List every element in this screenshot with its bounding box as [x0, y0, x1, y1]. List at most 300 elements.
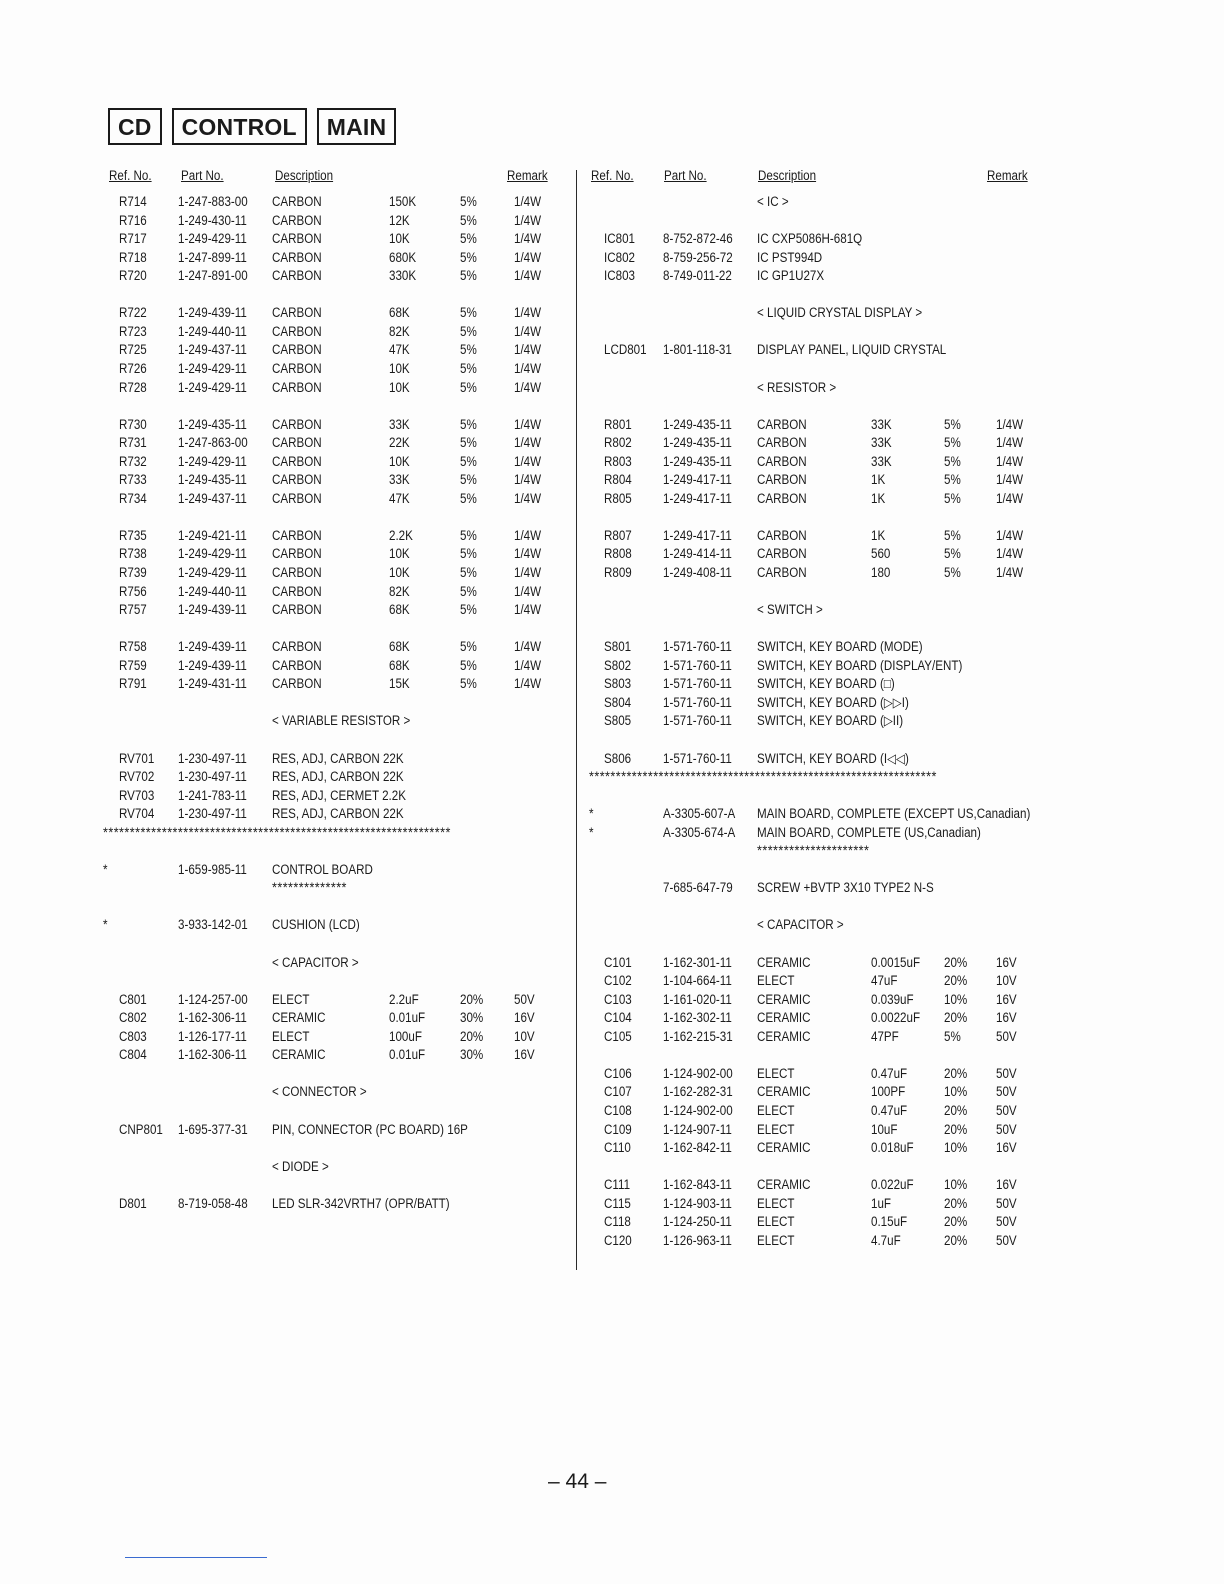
description: CARBON — [272, 453, 322, 469]
ref-no: R738 — [119, 546, 147, 562]
description: CERAMIC — [272, 1047, 326, 1063]
header-tag-main: MAIN — [317, 108, 397, 145]
rating: 16V — [514, 1010, 535, 1026]
asterisk-mark: * — [589, 824, 594, 840]
value: 10K — [389, 453, 410, 469]
rating: 1/4W — [514, 268, 542, 284]
ref-no: R809 — [604, 565, 632, 580]
description: CARBON — [272, 472, 322, 488]
ref-no: C804 — [119, 1047, 147, 1063]
part-no: 3-933-142-01 — [178, 917, 248, 933]
tolerance: 20% — [944, 1121, 968, 1137]
part-no: 1-249-440-11 — [178, 323, 247, 339]
part-no: 1-571-760-11 — [663, 750, 732, 766]
description: ELECT — [757, 1121, 795, 1137]
value: 1uF — [871, 1195, 892, 1211]
description: RES, ADJ, CARBON 22K — [272, 769, 404, 785]
ref-no: IC803 — [604, 268, 635, 284]
rating: 1/4W — [514, 435, 542, 451]
rating: 1/4W — [514, 527, 542, 543]
rating: 1/4W — [514, 231, 542, 247]
rating: 10V — [514, 1028, 535, 1044]
description: CARBON — [272, 323, 322, 339]
description: RES, ADJ, CERMET 2.2K — [272, 787, 406, 803]
description: IC GP1U27X — [757, 268, 825, 284]
rating: 1/4W — [514, 583, 542, 599]
page-number: – 44 – — [548, 1470, 607, 1493]
part-no: 1-249-435-11 — [178, 416, 247, 432]
tolerance: 10% — [944, 1140, 968, 1156]
ref-no: C802 — [119, 1010, 147, 1026]
description: MAIN BOARD, COMPLETE (EXCEPT US,Canadian) — [757, 806, 1031, 822]
part-no: 1-162-282-31 — [663, 1084, 733, 1100]
part-no: 1-249-414-11 — [663, 546, 732, 562]
value: 82K — [389, 583, 410, 599]
description: CARBON — [757, 472, 807, 488]
description: MAIN BOARD, COMPLETE (US,Canadian) — [757, 824, 981, 840]
part-no: 8-752-872-46 — [663, 231, 733, 247]
value: 47PF — [871, 1028, 899, 1044]
asterisk-mark: * — [589, 806, 594, 822]
tolerance: 20% — [944, 1232, 968, 1248]
part-no: 1-126-963-11 — [663, 1232, 732, 1248]
part-no: 1-571-760-11 — [663, 713, 732, 729]
part-no: 1-247-899-11 — [178, 249, 247, 265]
ref-no: R756 — [119, 583, 147, 599]
tolerance: 5% — [944, 472, 961, 488]
ref-no: R725 — [119, 342, 147, 358]
description: CARBON — [757, 527, 807, 543]
separator-stars: ***************************************************************** — [589, 769, 937, 785]
column-divider — [576, 170, 577, 1270]
footer-rule — [125, 1557, 267, 1558]
value: 0.018uF — [871, 1140, 914, 1156]
ref-no: S803 — [604, 676, 632, 692]
right-header-description: Description — [758, 168, 817, 183]
rating: 1/4W — [514, 472, 542, 488]
part-no: 1-695-377-31 — [178, 1121, 248, 1137]
tolerance: 5% — [460, 212, 477, 228]
value: 1K — [871, 490, 886, 506]
value: 150K — [389, 194, 417, 209]
description: CARBON — [272, 435, 322, 451]
value: 68K — [389, 657, 410, 673]
tolerance: 10% — [944, 1084, 968, 1100]
asterisk-mark: * — [103, 917, 108, 933]
tolerance: 20% — [460, 991, 484, 1007]
ref-no: R758 — [119, 639, 147, 655]
separator-stars: ***************************************************************** — [103, 824, 451, 840]
part-no: 1-124-907-11 — [663, 1121, 732, 1137]
rating: 50V — [996, 1195, 1017, 1211]
ref-no: C108 — [604, 1102, 632, 1118]
rating: 1/4W — [996, 546, 1024, 562]
part-no: 1-249-417-11 — [663, 527, 732, 543]
value: 15K — [389, 676, 410, 692]
part-no: 1-247-891-00 — [178, 268, 248, 284]
value: 0.01uF — [389, 1047, 426, 1063]
left-header-description: Description — [275, 168, 334, 183]
value: 4.7uF — [871, 1232, 901, 1248]
rating: 1/4W — [514, 379, 542, 395]
tolerance: 10% — [944, 991, 968, 1007]
part-no: 1-249-435-11 — [178, 472, 247, 488]
right-header-remark: Remark — [987, 168, 1028, 183]
description: CARBON — [272, 602, 322, 618]
ref-no: R807 — [604, 527, 632, 543]
value: 33K — [389, 416, 410, 432]
rating: 1/4W — [514, 323, 542, 339]
rating: 1/4W — [514, 602, 542, 618]
value: 33K — [871, 416, 892, 432]
rating: 50V — [996, 1028, 1017, 1044]
ref-no: R759 — [119, 657, 147, 673]
right-header-part-no: Part No. — [664, 168, 707, 183]
description: CARBON — [272, 639, 322, 655]
tolerance: 5% — [460, 602, 477, 618]
description: IC PST994D — [757, 249, 823, 265]
ref-no: R739 — [119, 565, 147, 580]
value: 33K — [871, 435, 892, 451]
ref-no: S802 — [604, 657, 632, 673]
part-no: A-3305-607-A — [663, 806, 736, 822]
ref-no: C803 — [119, 1028, 147, 1044]
tolerance: 5% — [944, 490, 961, 506]
description: CERAMIC — [272, 1010, 326, 1026]
tolerance: 5% — [460, 194, 477, 209]
ref-no: R728 — [119, 379, 147, 395]
tolerance: 5% — [460, 323, 477, 339]
part-no: 1-571-760-11 — [663, 639, 732, 655]
rating: 16V — [996, 1010, 1017, 1026]
value: 10K — [389, 546, 410, 562]
value: 1K — [871, 527, 886, 543]
description: CARBON — [272, 657, 322, 673]
left-header-part-no: Part No. — [181, 168, 224, 183]
ref-no: R718 — [119, 249, 147, 265]
ref-no: C109 — [604, 1121, 632, 1137]
rating: 1/4W — [514, 249, 542, 265]
page-header — [108, 108, 396, 145]
value: 68K — [389, 602, 410, 618]
description: CERAMIC — [757, 991, 811, 1007]
description: CARBON — [272, 360, 322, 376]
tolerance: 5% — [944, 435, 961, 451]
description: ELECT — [757, 1195, 795, 1211]
tolerance: 5% — [460, 546, 477, 562]
description: CARBON — [272, 379, 322, 395]
ref-no: CNP801 — [119, 1121, 163, 1137]
left-header-ref-no: Ref. No. — [109, 168, 152, 183]
description: CARBON — [272, 194, 322, 209]
value: 0.0022uF — [871, 1010, 921, 1026]
value: 33K — [871, 453, 892, 469]
part-no: 1-230-497-11 — [178, 750, 247, 766]
description: CARBON — [272, 546, 322, 562]
ref-no: R734 — [119, 490, 147, 506]
section-title: < LIQUID CRYSTAL DISPLAY > — [757, 305, 923, 321]
part-no: 1-659-985-11 — [178, 861, 247, 877]
value: 1K — [871, 472, 886, 488]
ref-no: RV703 — [119, 787, 155, 803]
part-no: 1-124-257-00 — [178, 991, 248, 1007]
ref-no: C801 — [119, 991, 147, 1007]
ref-no: R802 — [604, 435, 632, 451]
description: CARBON — [272, 565, 322, 580]
tolerance: 5% — [944, 453, 961, 469]
description: CARBON — [757, 565, 807, 580]
part-no: 1-230-497-11 — [178, 769, 247, 785]
section-title: < RESISTOR > — [757, 379, 837, 395]
description: SWITCH, KEY BOARD (MODE) — [757, 639, 923, 655]
value: 10K — [389, 379, 410, 395]
value: 22K — [389, 435, 410, 451]
rating: 1/4W — [996, 527, 1024, 543]
description: CARBON — [272, 583, 322, 599]
value: 47uF — [871, 973, 898, 989]
part-no: 8-719-058-48 — [178, 1195, 248, 1211]
value: 12K — [389, 212, 410, 228]
rating: 50V — [996, 1214, 1017, 1230]
ref-no: C118 — [604, 1214, 631, 1230]
header-tag-control: CONTROL — [172, 108, 307, 145]
description: CERAMIC — [757, 1084, 811, 1100]
description: SWITCH, KEY BOARD (DISPLAY/ENT) — [757, 657, 963, 673]
ref-no: R714 — [119, 194, 147, 209]
part-no: 1-249-435-11 — [663, 435, 732, 451]
part-no: 1-249-430-11 — [178, 212, 247, 228]
value: 10uF — [871, 1121, 898, 1137]
part-no: 1-249-421-11 — [178, 527, 247, 543]
ref-no: D801 — [119, 1195, 147, 1211]
rating: 1/4W — [514, 565, 542, 580]
value: 10K — [389, 231, 410, 247]
ref-no: RV702 — [119, 769, 155, 785]
tolerance: 20% — [944, 1065, 968, 1081]
description: CARBON — [272, 231, 322, 247]
description: SWITCH, KEY BOARD (I◁◁) — [757, 750, 909, 766]
ref-no: C115 — [604, 1195, 631, 1211]
tolerance: 5% — [460, 379, 477, 395]
rating: 50V — [514, 991, 535, 1007]
ref-no: C110 — [604, 1140, 631, 1156]
ref-no: RV704 — [119, 806, 155, 822]
description: RES, ADJ, CARBON 22K — [272, 806, 404, 822]
description: CARBON — [272, 249, 322, 265]
section-title: < SWITCH > — [757, 602, 823, 618]
ref-no: R757 — [119, 602, 147, 618]
rating: 10V — [996, 973, 1017, 989]
part-no: 1-162-215-31 — [663, 1028, 733, 1044]
part-no: 1-162-306-11 — [178, 1010, 247, 1026]
description: CARBON — [272, 268, 322, 284]
part-no: 1-249-439-11 — [178, 657, 247, 673]
tolerance: 20% — [460, 1028, 484, 1044]
ref-no: S801 — [604, 639, 632, 655]
part-no: 1-249-417-11 — [663, 472, 732, 488]
part-no: 1-162-301-11 — [663, 954, 732, 970]
ref-no: C111 — [604, 1177, 631, 1193]
value: 100uF — [389, 1028, 422, 1044]
description: CARBON — [757, 546, 807, 562]
tolerance: 5% — [460, 360, 477, 376]
ref-no: S805 — [604, 713, 632, 729]
value: 680K — [389, 249, 417, 265]
value: 47K — [389, 490, 410, 506]
ref-no: R808 — [604, 546, 632, 562]
ref-no: C106 — [604, 1065, 632, 1081]
tolerance: 5% — [460, 435, 477, 451]
tolerance: 5% — [460, 268, 477, 284]
ref-no: R805 — [604, 490, 632, 506]
rating: 16V — [996, 1177, 1017, 1193]
description: IC CXP5086H-681Q — [757, 231, 863, 247]
description: DISPLAY PANEL, LIQUID CRYSTAL — [757, 342, 947, 358]
tolerance: 5% — [460, 490, 477, 506]
part-no: 1-124-902-00 — [663, 1102, 733, 1118]
description: ELECT — [757, 973, 795, 989]
part-no: 1-126-177-11 — [178, 1028, 247, 1044]
part-no: 8-759-256-72 — [663, 249, 733, 265]
ref-no: C104 — [604, 1010, 632, 1026]
part-no: 1-162-843-11 — [663, 1177, 732, 1193]
tolerance: 30% — [460, 1047, 484, 1063]
part-no: 1-161-020-11 — [663, 991, 732, 1007]
rating: 50V — [996, 1084, 1017, 1100]
description: LED SLR-342VRTH7 (OPR/BATT) — [272, 1195, 450, 1211]
description: CARBON — [757, 416, 807, 432]
description: CARBON — [272, 490, 322, 506]
rating: 50V — [996, 1102, 1017, 1118]
part-no: 1-241-783-11 — [178, 787, 247, 803]
description: ELECT — [757, 1102, 795, 1118]
rating: 1/4W — [514, 490, 542, 506]
part-no: 1-249-429-11 — [178, 379, 247, 395]
value: 0.039uF — [871, 991, 914, 1007]
value: 0.47uF — [871, 1065, 908, 1081]
ref-no: R801 — [604, 416, 632, 432]
part-no: 1-162-842-11 — [663, 1140, 732, 1156]
right-header-ref-no: Ref. No. — [591, 168, 634, 183]
tolerance: 5% — [944, 1028, 961, 1044]
ref-no: C105 — [604, 1028, 632, 1044]
description: CONTROL BOARD — [272, 861, 373, 877]
section-title: < CAPACITOR > — [757, 917, 844, 933]
tolerance: 5% — [460, 249, 477, 265]
description: CUSHION (LCD) — [272, 917, 360, 933]
rating: 1/4W — [514, 305, 542, 321]
part-no: 1-249-417-11 — [663, 490, 732, 506]
rating: 1/4W — [514, 639, 542, 655]
description: CERAMIC — [757, 1140, 811, 1156]
description: CARBON — [757, 435, 807, 451]
rating: 16V — [514, 1047, 535, 1063]
tolerance: 20% — [944, 1102, 968, 1118]
ref-no: RV701 — [119, 750, 155, 766]
description: CARBON — [272, 305, 322, 321]
tolerance: 5% — [460, 657, 477, 673]
tolerance: 5% — [460, 639, 477, 655]
description: CARBON — [272, 527, 322, 543]
part-no: 1-571-760-11 — [663, 657, 732, 673]
description: ELECT — [272, 991, 310, 1007]
ref-no: S804 — [604, 694, 632, 710]
rating: 1/4W — [996, 472, 1024, 488]
rating: 1/4W — [996, 565, 1024, 580]
tolerance: 5% — [460, 416, 477, 432]
part-no: 1-162-306-11 — [178, 1047, 247, 1063]
ref-no: R733 — [119, 472, 147, 488]
tolerance: 20% — [944, 954, 968, 970]
description: SWITCH, KEY BOARD (▷▷I) — [757, 694, 909, 710]
value: 180 — [871, 565, 891, 580]
tolerance: 30% — [460, 1010, 484, 1026]
part-no: 1-124-250-11 — [663, 1214, 732, 1230]
ref-no: C103 — [604, 991, 632, 1007]
part-no: 1-230-497-11 — [178, 806, 247, 822]
value: 100PF — [871, 1084, 906, 1100]
ref-no: S806 — [604, 750, 632, 766]
part-no: 1-249-429-11 — [178, 565, 247, 580]
value: 0.022uF — [871, 1177, 914, 1193]
part-no: 1-124-902-00 — [663, 1065, 733, 1081]
ref-no: R735 — [119, 527, 147, 543]
description: ELECT — [757, 1214, 795, 1230]
left-header-remark: Remark — [507, 168, 548, 183]
rating: 1/4W — [996, 435, 1024, 451]
ref-no: R730 — [119, 416, 147, 432]
tolerance: 20% — [944, 1195, 968, 1211]
rating: 1/4W — [996, 453, 1024, 469]
part-no: 1-249-431-11 — [178, 676, 247, 692]
header-tag-cd: CD — [108, 108, 162, 145]
ref-no: IC801 — [604, 231, 635, 247]
part-no: 1-249-439-11 — [178, 639, 247, 655]
part-no: 1-247-863-00 — [178, 435, 248, 451]
description: CERAMIC — [757, 1010, 811, 1026]
rating: 1/4W — [514, 416, 542, 432]
underline-stars: ********************* — [757, 843, 870, 859]
part-no: 1-104-664-11 — [663, 973, 732, 989]
tolerance: 5% — [460, 565, 477, 580]
value: 68K — [389, 639, 410, 655]
rating: 1/4W — [996, 416, 1024, 432]
tolerance: 5% — [944, 565, 961, 580]
tolerance: 5% — [460, 472, 477, 488]
part-no: 1-571-760-11 — [663, 676, 732, 692]
part-no: 8-749-011-22 — [663, 268, 732, 284]
description: CARBON — [272, 212, 322, 228]
ref-no: R731 — [119, 435, 147, 451]
tolerance: 5% — [944, 527, 961, 543]
part-no: 1-124-903-11 — [663, 1195, 732, 1211]
ref-no: R726 — [119, 360, 147, 376]
value: 0.15uF — [871, 1214, 908, 1230]
part-no: 1-249-437-11 — [178, 342, 247, 358]
description: SWITCH, KEY BOARD (▷II) — [757, 713, 904, 729]
part-no: 1-249-429-11 — [178, 546, 247, 562]
ref-no: R804 — [604, 472, 632, 488]
part-no: 1-801-118-31 — [663, 342, 732, 358]
description: PIN, CONNECTOR (PC BOARD) 16P — [272, 1121, 468, 1137]
description: CARBON — [272, 676, 322, 692]
rating: 16V — [996, 991, 1017, 1007]
description: SWITCH, KEY BOARD (□) — [757, 676, 895, 692]
ref-no: R791 — [119, 676, 147, 692]
description: ELECT — [272, 1028, 310, 1044]
value: 82K — [389, 323, 410, 339]
value: 560 — [871, 546, 891, 562]
